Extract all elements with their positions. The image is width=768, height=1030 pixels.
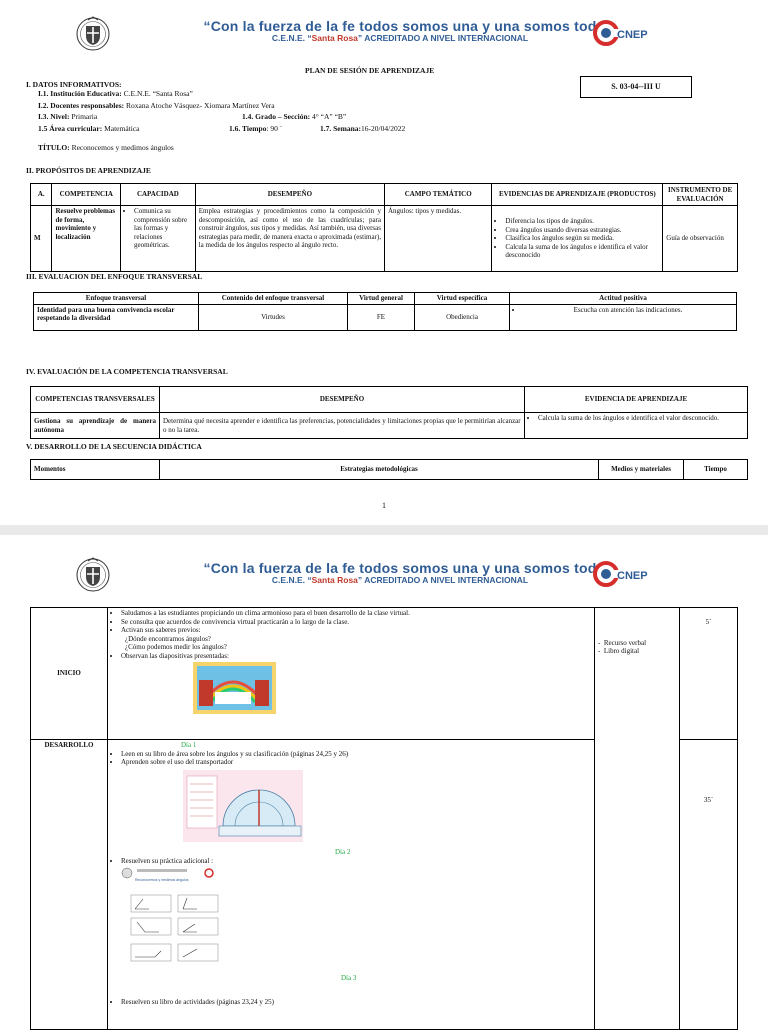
page-number: 1 [382, 501, 386, 510]
inicio-item: • Activan sus saberes previos: [121, 626, 591, 635]
plan-title: PLAN DE SESIÓN DE APRENDIZAJE [305, 66, 435, 75]
header-subheading: C.E.N.E. “Santa Rosa” ACREDITADO A NIVEL INTERNACIONAL [271, 575, 529, 585]
day2-label: Día 2 [335, 848, 351, 856]
activities-item: • Resuelven su libro de actividades (páginas 23,24 y 25) [121, 998, 591, 1007]
col-header: Momentos [31, 460, 160, 480]
section5-heading: V. DESARROLLO DE LA SECUENCIA DIDÁCTICA [26, 442, 202, 451]
col-header: Estrategias metodológicas [160, 460, 599, 480]
transversal-competence-cell: Gestiona su aprendizaje de manera autónoma [31, 413, 160, 439]
institution-line: I.1. Institución Educativa: C.E.N.E. “Santa Rosa” [38, 89, 193, 98]
inicio-label: INICIO [31, 608, 108, 740]
section2-heading: II. PROPÓSITOS DE APRENDIZAJE [26, 166, 151, 175]
topic-cell: Ángulos: tipos y medidas. [385, 206, 492, 272]
inicio-question: ¿Dónde encontramos ángulos? [125, 634, 211, 643]
area-line: 1.5 Área curricular: Matemática [38, 124, 140, 133]
col-header: Contenido del enfoque transversal [199, 293, 348, 305]
col-header: DESEMPEÑO [160, 387, 525, 413]
col-header: Actitud positiva [510, 293, 737, 305]
desarrollo-item: • Aprenden sobre el uso del transportador [121, 758, 591, 767]
evidence-item: • Crea ángulos usando diversas estrategias. [505, 226, 659, 235]
col-header: Medios y materiales [599, 460, 684, 480]
worksheet-image [121, 867, 231, 969]
desarrollo-item: • Leen en su libro de área sobre los ángulos y su clasificación (páginas 24,25 y 26) [121, 750, 591, 759]
inicio-item: • Observan las diapositivas presentadas: [121, 652, 591, 661]
material-item: - Libro digital [598, 647, 640, 655]
header-subheading: C.E.N.E. “Santa Rosa” ACREDITADO A NIVEL INTERNACIONAL [271, 33, 529, 43]
purposes-table [30, 183, 738, 272]
document-page-2 [0, 535, 768, 1024]
practice-item: • Resuelven su práctica adicional : [121, 857, 591, 866]
session-code: S. 03-04--III U [580, 76, 692, 98]
week-line: 1.7. Semana:16-20/04/2022 [320, 124, 406, 133]
cnep-logo-text: CNEP [617, 570, 648, 582]
cnep-logo [592, 18, 652, 48]
evidence-item: • Calcula la suma de los ángulos e identifica el valor desconocido [505, 243, 659, 260]
section1-heading: I. DATOS INFORMATIVOS: [26, 80, 122, 89]
material-item: - Recurso verbal [598, 638, 647, 647]
approach-cell: Identidad para una buena convivencia escolar respetando la diversidad [34, 304, 199, 330]
section3-heading: III. EVALUACION DEL ENFOQUE TRANSVERSAL [26, 272, 203, 281]
attitude-cell: • Escucha con atención las indicaciones. [510, 304, 737, 330]
virtue-specific-cell: Obediencia [415, 304, 510, 330]
performance-cell: Emplea estrategias y procedimientos como la composición y descomposición, así como el uso de las cuadrículas; para construir ángulos, sus tipos y medidas. Así también, usa diversas estrategias para medir, de manera exacta o aproximada (estimar), la medida de los ángulos respecto al ángulo recto. [195, 206, 384, 272]
materials-cell [595, 608, 680, 1030]
header-motto: “Con la fuerza de la fe todos somos una y una somos tod [203, 18, 597, 34]
day3-label: Día 3 [341, 973, 357, 982]
col-header: Enfoque transversal [34, 293, 199, 305]
grade-line: 1.4. Grado – Sección: 4° “A” “B” [242, 112, 347, 121]
instrument-cell: Guía de observación [663, 206, 738, 272]
evidences-cell [492, 206, 663, 272]
cnep-logo-text: CNEP [617, 29, 648, 41]
virtue-general-cell: FE [348, 304, 415, 330]
teachers-line: I.2. Docentes responsables: Roxana Atoche Vásquez- Xiomara Martínez Vera [38, 101, 275, 110]
slide-thumbnail-image [193, 662, 276, 714]
didactic-sequence-table [30, 607, 738, 1030]
content-cell: Virtudes [199, 304, 348, 330]
desarrollo-time: 35´ [680, 740, 738, 1030]
school-crest-logo [76, 14, 110, 54]
col-header: Virtud general [348, 293, 415, 305]
capacity-cell: • Comunica su comprensión sobre las formas y relaciones geométricas. [121, 206, 196, 272]
worksheet-title: Reconocemos y medimos ángulos [135, 878, 189, 882]
col-header: CAPACIDAD [121, 184, 196, 206]
inicio-question: ¿Cómo podemos medir los ángulos? [125, 643, 227, 651]
page-separator [0, 525, 768, 535]
col-header: EVIDENCIAS DE APRENDIZAJE (PRODUCTOS) [492, 184, 663, 206]
evidence-item: • Diferencia los tipos de ángulos. [505, 217, 659, 226]
transversal-evidence-cell: • Calcula la suma de los ángulos e identifica el valor desconocido. [525, 413, 748, 439]
col-header: COMPETENCIA [52, 184, 121, 206]
school-crest-logo [76, 555, 110, 595]
sequence-header-table [30, 459, 748, 480]
level-line: I.3. Nivel: Primaria [38, 112, 98, 121]
cnep-logo [592, 559, 652, 589]
protractor-image [183, 770, 303, 842]
area-cell: M [31, 206, 52, 272]
section4-heading: IV. EVALUACIÓN DE LA COMPETENCIA TRANSVERSAL [26, 367, 228, 376]
col-header: INSTRUMENTO DE EVALUACIÓN [663, 184, 738, 206]
transversal-performance-cell: Determina qué necesita aprender e identifica las preferencias, potencialidades y limitaciones propias que le permitirían alcanzar o no la tarea. [160, 413, 525, 439]
inicio-time: 5´ [680, 608, 738, 740]
inicio-item: • Saludamos a las estudiantes propiciando un clima armonioso para el buen desarrollo de la clase virtual. [121, 609, 591, 618]
inicio-strategies-cell [108, 608, 595, 740]
col-header: Virtud específica [415, 293, 510, 305]
col-header: COMPETENCIAS TRANSVERSALES [31, 387, 160, 413]
transversal-competence-table [30, 386, 748, 439]
desarrollo-label: DESARROLLO [31, 740, 108, 1030]
session-title-line: TÍTULO: Reconocemos y medimos ángulos [38, 143, 174, 152]
time-line: 1.6. Tiempo: 90 ´ [229, 124, 283, 133]
evidence-item: • Clasifica los ángulos según su medida. [505, 234, 659, 243]
col-header: A. [31, 184, 52, 206]
day1-label: Día 1 [181, 741, 197, 749]
desarrollo-strategies-cell [108, 740, 595, 1030]
inicio-item: • Se consulta que acuerdos de convivencia virtual practicarán a lo largo de la clase. [121, 618, 591, 627]
col-header: EVIDENCIA DE APRENDIZAJE [525, 387, 748, 413]
col-header: CAMPO TEMÁTICO [385, 184, 492, 206]
col-header: Tiempo [684, 460, 748, 480]
col-header: DESEMPEÑO [195, 184, 384, 206]
header-motto: “Con la fuerza de la fe todos somos una y una somos tod [203, 560, 597, 576]
transversal-approach-table [33, 292, 737, 331]
competence-cell: Resuelve problemas de forma, movimiento y localización [52, 206, 121, 272]
